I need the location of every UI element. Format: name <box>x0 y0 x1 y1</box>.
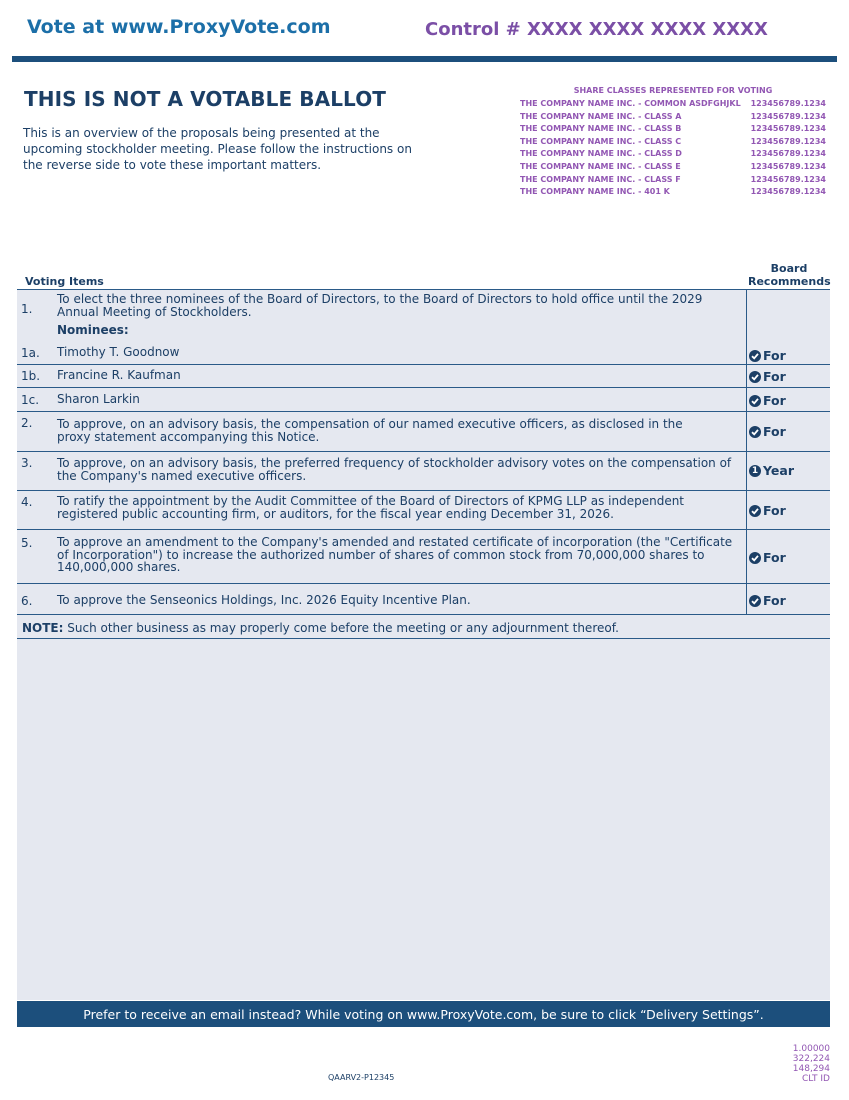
share-class-row <box>520 161 826 174</box>
recommendation-label: For <box>763 593 786 608</box>
share-class-value: 123456789.1234 <box>750 187 826 197</box>
share-class-name: THE COMPANY NAME INC. - CLASS B <box>520 124 682 134</box>
table-row <box>17 530 830 584</box>
board-recommendation <box>749 424 786 439</box>
check-circle-icon <box>749 395 761 407</box>
item-number: 5. <box>21 536 33 550</box>
table-row <box>17 491 830 530</box>
board-recommends-line1: Board <box>770 262 808 275</box>
check-circle-icon <box>749 371 761 383</box>
board-recommendation <box>749 463 794 478</box>
share-class-name: THE COMPANY NAME INC. - COMMON ASDFGHJKL <box>520 99 741 108</box>
tracking-id: 148,294 <box>792 1064 830 1074</box>
share-class-value: 123456789.1234 <box>750 136 826 146</box>
check-circle-icon <box>749 595 761 607</box>
share-class-name: THE COMPANY NAME INC. - CLASS F <box>520 174 681 184</box>
recommendation-label: For <box>763 503 786 518</box>
board-recommendation <box>749 393 786 408</box>
item-number: 1b. <box>21 369 41 383</box>
item-number: 1. <box>21 302 33 316</box>
table-row <box>17 412 830 452</box>
intro-text: This is an overview of the proposals being presented at the upcoming stockholder meeting. Please follow the instructions on the reverse side to vote these important matters. <box>23 126 412 172</box>
table-row <box>17 584 830 615</box>
share-class-row <box>520 174 826 187</box>
board-recommendation <box>749 348 786 363</box>
check-circle-icon <box>749 505 761 517</box>
item-text: To approve the Senseonics Holdings, Inc. 2026 Equity Incentive Plan. <box>57 593 471 607</box>
share-class-name: THE COMPANY NAME INC. - 401 K <box>520 187 670 197</box>
item-text: Timothy T. Goodnow <box>57 345 180 359</box>
share-class-value: 123456789.1234 <box>750 149 826 159</box>
item-text: To approve, on an advisory basis, the compensation of our named executive officers, as disclosed in the proxy statement accompanying this Notice. <box>57 417 683 444</box>
table-row <box>17 343 830 365</box>
check-circle-icon <box>749 426 761 438</box>
share-class-name: THE COMPANY NAME INC. - CLASS A <box>520 111 682 121</box>
note-body: Such other business as may properly come before the meeting or any adjournment thereof. <box>63 621 619 635</box>
item-text: Francine R. Kaufman <box>57 368 181 382</box>
item-number: 1c. <box>21 393 40 407</box>
check-circle-icon <box>749 552 761 564</box>
tracking-id: 322,224 <box>792 1054 830 1064</box>
delivery-settings-banner: Prefer to receive an email instead? While voting on www.ProxyVote.com, be sure to click “Delivery Settings”. <box>17 1001 830 1027</box>
recommendation-label: For <box>763 348 786 363</box>
recommendation-label: For <box>763 424 786 439</box>
header-divider <box>12 56 837 62</box>
share-class-name: THE COMPANY NAME INC. - CLASS C <box>520 136 682 146</box>
note-divider <box>17 638 830 639</box>
recommendation-label: For <box>763 550 786 565</box>
item-number: 4. <box>21 495 33 509</box>
voting-items-header: Voting Items <box>25 275 104 288</box>
item-text: To elect the three nominees of the Board of Directors, to the Board of Directors to hold office until the 2029 Annual Meeting of Stockholders. <box>57 292 703 319</box>
control-number: Control # XXXX XXXX XXXX XXXX <box>425 19 768 40</box>
note-text <box>22 621 619 635</box>
table-row <box>17 388 830 412</box>
board-recommendation <box>749 550 786 565</box>
recommendation-label: For <box>763 393 786 408</box>
tracking-id: CLT ID <box>801 1074 830 1084</box>
board-recommends-line2: Recommends <box>748 275 831 288</box>
job-code: QAARV2-P12345 <box>328 1073 395 1082</box>
table-row <box>17 452 830 491</box>
share-class-value: 123456789.1234 <box>750 161 826 171</box>
item-text: To ratify the appointment by the Audit Committee of the Board of Directors of KPMG LLP as independent registered public accounting firm, or auditors, for the fiscal year ending December 31, 2026. <box>57 494 685 521</box>
icon-number: 1 <box>751 465 759 476</box>
share-class-value: 123456789.1234 <box>750 124 826 134</box>
board-recommendation <box>749 369 786 384</box>
page-title: THIS IS NOT A VOTABLE BALLOT <box>24 87 387 111</box>
item-number: 1a. <box>21 346 40 360</box>
note-label: NOTE: <box>22 621 64 635</box>
number-one-circle-icon <box>749 465 761 477</box>
share-class-row <box>520 186 826 199</box>
item-text: To approve, on an advisory basis, the preferred frequency of stockholder advisory votes on the compensation of the Company's named executive officers. <box>57 456 732 483</box>
tracking-id: 1.00000 <box>792 1044 830 1054</box>
share-class-row <box>520 98 826 111</box>
share-class-value: 123456789.1234 <box>750 174 826 184</box>
share-class-value: 123456789.1234 <box>750 99 826 108</box>
share-class-row <box>520 111 826 124</box>
table-row-item-1 <box>17 290 830 343</box>
board-recommends-header <box>748 262 830 288</box>
recommendation-label: Year <box>763 463 794 478</box>
recommendation-label: For <box>763 369 786 384</box>
recommendation-column-divider <box>746 289 747 615</box>
share-class-row <box>520 123 826 136</box>
check-circle-icon <box>749 350 761 362</box>
share-classes-box <box>520 86 826 199</box>
item-number: 3. <box>21 456 33 470</box>
share-class-name: THE COMPANY NAME INC. - CLASS D <box>520 149 682 159</box>
item-number: 6. <box>21 594 33 608</box>
item-number: 2. <box>21 416 33 430</box>
share-classes-heading: SHARE CLASSES REPRESENTED FOR VOTING <box>573 86 773 95</box>
share-class-row <box>520 148 826 161</box>
item-text: Sharon Larkin <box>57 392 140 406</box>
table-row <box>17 365 830 388</box>
vote-url-heading: Vote at www.ProxyVote.com <box>27 16 331 38</box>
share-class-name: THE COMPANY NAME INC. - CLASS E <box>520 161 681 171</box>
nominees-label: Nominees: <box>57 323 129 337</box>
share-class-value: 123456789.1234 <box>750 111 826 121</box>
item-text: To approve an amendment to the Company's amended and restated certificate of incorporation (the "Certificate of Incorporation") to increase the authorized number of shares of common stock from 70,000,000 shares to 140,000,000 shares. <box>57 535 733 574</box>
share-class-row <box>520 136 826 149</box>
tracking-ids <box>793 1044 830 1084</box>
board-recommendation <box>749 593 786 608</box>
board-recommendation <box>749 503 786 518</box>
